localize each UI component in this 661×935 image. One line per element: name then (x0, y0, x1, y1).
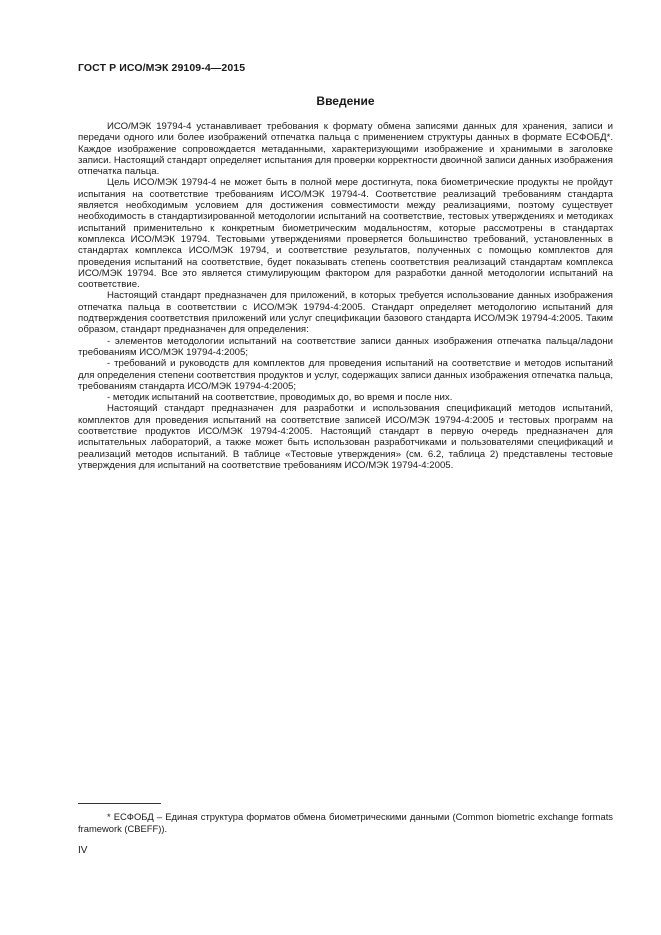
list-item: - требований и руководств для комплектов для проведения испытаний на соответствие и методов испытаний для определения степени соответствия продуктов и услуг, содержащих записи данных изображения отпечатка пальца, требованиям стандарта ИСО/МЭК 19794-4:2005; (78, 358, 613, 392)
footnote (78, 811, 613, 836)
introduction-body (78, 121, 613, 471)
footnote-divider (78, 803, 161, 804)
list-item: - методик испытаний на соответствие, проводимых до, во время и после них. (107, 392, 453, 404)
section-title: Введение (316, 94, 375, 108)
page-number: IV (78, 845, 88, 856)
paragraph: Цель ИСО/МЭК 19794-4 не может быть в полной мере достигнута, пока биометрические продукты не пройдут испытания на соответствие требованиям ИСО/МЭК 19794-4. Соответствие реализаций требованиям стандарта является необходимым условием для достижения совместимости между реализациями, поэтому существует необходимость в стандартизированной методологии испытаний на соответствие, тестовых утверждениях и методиках испытаний применительно к конкретным биометрическим модальностям, которые рассмотрены в стандартах комплекса ИСО/МЭК 19794. Тестовыми утверждениями проверяется большинство требований, установленных в стандартах комплекса ИСО/МЭК 19794, и соответствие результатов, полученных с помощью комплектов для проведения испытаний на соответствие, будет показывать степень соответствия реализаций стандартам комплекса ИСО/МЭК 19794. Все это является стимулирующим фактором для разработки данной методологии испытаний на соответствие. (78, 177, 613, 291)
paragraph: Настоящий стандарт предназначен для приложений, в которых требуется использование данных изображения отпечатка пальца в соответствии с ИСО/МЭК 19794-4:2005. Стандарт определяет методологию испытаний для подтверждения соответствия приложений или услуг спецификации базового стандарта ИСО/МЭК 19794-4:2005. Таким образом, стандарт предназначен для определения: (78, 290, 613, 336)
list-item: - элементов методологии испытаний на соответствие записи данных изображения отпечатка пальца/ладони требованиям ИСО/МЭК 19794-4:2005; (78, 335, 613, 358)
paragraph: Настоящий стандарт предназначен для разработки и использования спецификаций методов испытаний, комплектов для проведения испытаний на соответствие записей ИСО/МЭК 19794-4:2005 и тестовых программ на соответствие продуктов ИСО/МЭК 19794-4:2005. Настоящий стандарт в первую очередь предназначен для испытательных лабораторий, а также может быть использован разработчиками и пользователями спецификаций и реализаций методов испытаний. В таблице «Тестовые утверждения» (см. 6.2, таблица 2) представлены тестовые утверждения для испытаний на соответствие требованиям ИСО/МЭК 19794-4:2005. (78, 403, 613, 471)
paragraph: ИСО/МЭК 19794-4 устанавливает требования к формату обмена записями данных для хранения, записи и передачи одного или более изображений отпечатка пальца с применением структуры данных в формате ЕСФОБД*. Каждое изображение сопровождается метаданными, характеризующими изображение и хранимыми в заголовке записи. Настоящий стандарт определяет испытания для проверки корректности двоичной записи данных изображения отпечатка пальца. (78, 121, 613, 178)
footnote-text: * ЕСФОБД – Единая структура форматов обмена биометрическими данными (Common biometric exchange formats framework (CBEFF)). (78, 811, 613, 835)
document-code-header: ГОСТ Р ИСО/МЭК 29109-4—2015 (78, 62, 246, 74)
